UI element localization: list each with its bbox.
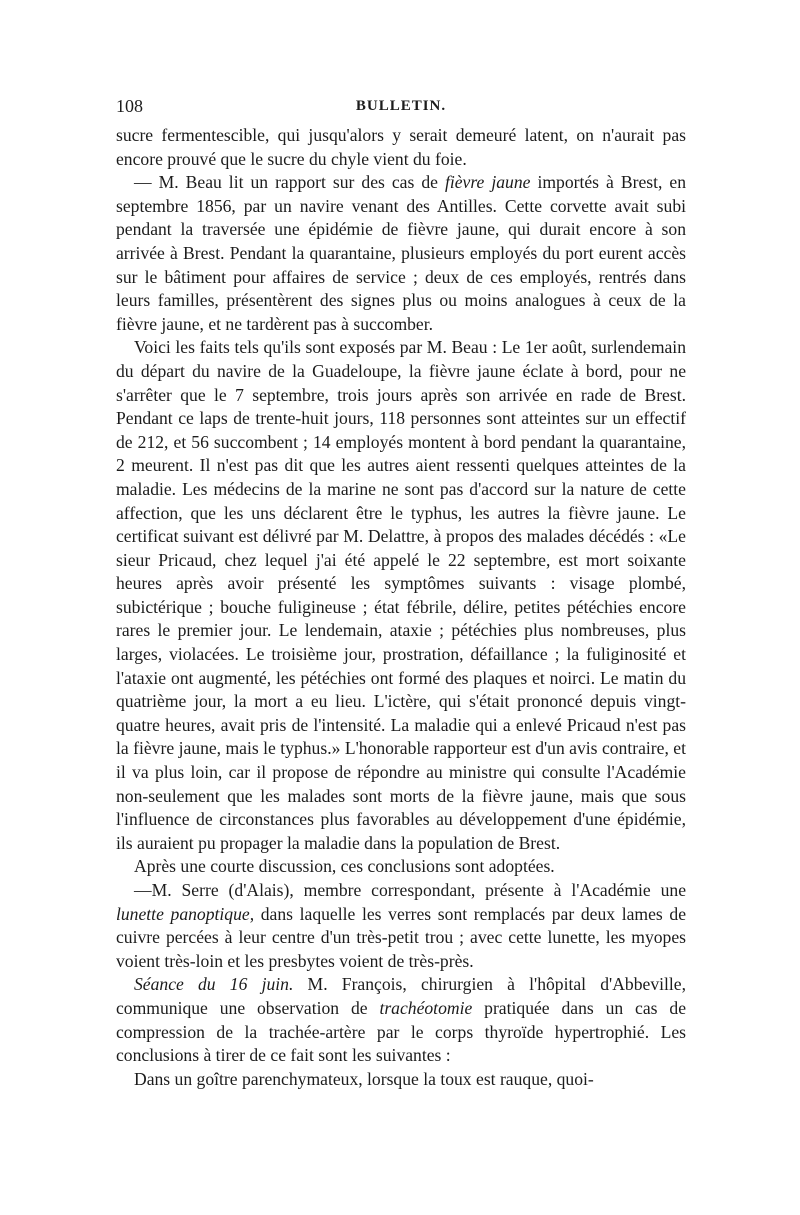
text-run: Après une courte discussion, ces conclusions sont adoptées. <box>134 856 555 877</box>
book-page <box>116 94 686 1091</box>
paragraph <box>116 171 686 336</box>
italic-text: lunette panoptique, <box>116 903 255 924</box>
paragraph <box>116 879 686 973</box>
text-run: pratiquée dans un cas de compression de la trachée-artère par le corps thyroïde hypertrophié. Les conclusions à tirer de ce fait sont les suivantes : <box>116 997 687 1066</box>
italic-text: fièvre jaune <box>444 172 531 193</box>
paragraph <box>116 336 686 855</box>
text-run: dans laquelle les verres sont remplacés par deux lames de cuivre percées à leur centre d'un très-petit trou ; avec cette lunette, les myopes voient très-loin et les presbytes voient de très-près. <box>116 903 686 971</box>
text-run: —M. Serre (d'Alais), membre correspondant, présente à l'Académie une <box>134 880 686 900</box>
running-title: BULLETIN. <box>355 98 447 114</box>
text-run: M. François, chirurgien à l'hôpital d'Abbeville, communique une observation de <box>116 974 686 1018</box>
page-number: 108 <box>116 96 143 116</box>
paragraph <box>116 124 686 171</box>
italic-text: trachéotomie <box>379 997 473 1018</box>
body-text <box>116 124 686 1091</box>
text-run: sucre fermentescible, qui jusqu'alors y serait demeuré latent, on n'aurait pas encore prouvé que le sucre du chyle vient du foie. <box>116 125 686 169</box>
text-run: importés à Brest, en septembre 1856, par un navire venant des Antilles. Cette corvette avait subi pendant la traversée une épidémie de fièvre jaune, qui durait encore à son arrivée à Brest. Pendant la quarantaine, plusieurs employés du port eurent accès sur le bâtiment pour affaires de service ; deux de ces employés, rentrés dans leurs familles, présentèrent des signes plus ou moins analogues à ceux de la fièvre jaune, et ne tardèrent pas à succomber. <box>116 172 687 334</box>
text-run: — M. Beau lit un rapport sur des cas de <box>134 172 445 193</box>
text-run: Dans un goître parenchymateux, lorsque la toux est rauque, quoi- <box>134 1068 594 1089</box>
paragraph <box>116 1068 686 1092</box>
page-header <box>116 94 686 124</box>
italic-text: Séance du 16 juin. <box>134 974 294 995</box>
text-run: Voici les faits tels qu'ils sont exposés par M. Beau : Le 1er août, surlendemain du départ du navire de la Guadeloupe, la fièvre jaune éclate à bord, pour ne s'arrêter que le 7 septembre, trois jours après son arrivée en rade de Brest. Pendant ce laps de trente-huit jours, 118 personnes sont atteintes sur un effectif de 212, et 56 succombent ; 14 employés montent à bord pendant la quarantaine, 2 meurent. Il n'est pas dit que les autres aient ressenti quelques atteintes de la maladie. Les médecins de la marine ne sont pas d'accord sur la nature de cette affection, que les uns déclarent être le typhus, les autres la fièvre jaune. Le certificat suivant est délivré par M. Delattre, à propos des malades décédés : «Le sieur Pricaud, chez lequel j'ai été appelé le 22 septembre, est mort soixante heures après avoir présenté les symptômes suivants : visage plombé, subictérique ; bouche fuligineuse ; état fébrile, délire, petites pétéchies encore rares le premier jour. Le lendemain, ataxie ; pétéchies plus nombreuses, plus larges, violacées. Le troisième jour, prostration, défaillance ; la fuliginosité et l'ataxie ont augmenté, les pétéchies ont formé des plaques et noirci. Le matin du quatrième jour, la mort a eu lieu. L'ictère, qui s'était prononcé depuis vingt-quatre heures, avait pris de l'intensité. La maladie qui a enlevé Pricaud n'est pas la fièvre jaune, mais le typhus.» L'honorable rapporteur est d'un avis contraire, et il va plus loin, car il propose de répondre au ministre qui consulte l'Académie non-seulement que les malades sont morts de la fièvre jaune, mais que sous l'influence de circonstances plus favorables au développement d'une épidémie, ils auraient pu propager la maladie dans la population de Brest. <box>116 337 686 853</box>
paragraph <box>116 855 686 879</box>
paragraph <box>116 973 686 1067</box>
